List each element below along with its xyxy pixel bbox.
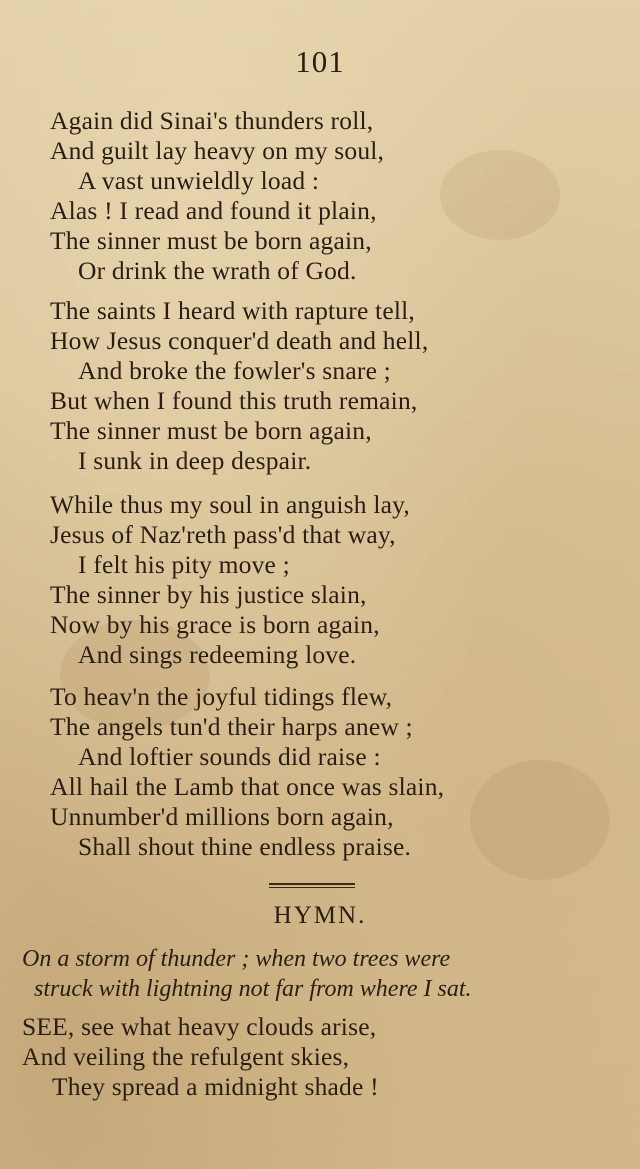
stanza-2: [50, 296, 428, 476]
verse-line: Shall shout thine endless praise.: [78, 832, 412, 861]
stanza-1: [50, 106, 384, 286]
stanza-3: [50, 490, 410, 670]
verse-line: All hail the Lamb that once was slain,: [50, 772, 445, 801]
verse-line: Again did Sinai's thunders roll,: [50, 106, 374, 135]
verse-line: While thus my soul in anguish lay,: [50, 490, 410, 519]
verse-line: Alas ! I read and found it plain,: [50, 196, 377, 225]
verse-line: Now by his grace is born again,: [50, 610, 380, 639]
verse-line: The sinner by his justice slain,: [50, 580, 367, 609]
section-divider: [269, 883, 355, 888]
verse-line: To heav'n the joyful tidings flew,: [50, 682, 393, 711]
paper-stain: [440, 150, 560, 240]
verse-line: And broke the fowler's snare ;: [78, 356, 391, 385]
verse-line: And loftier sounds did raise :: [78, 742, 381, 771]
hymn-title: HYMN.: [273, 902, 367, 929]
verse-line: But when I found this truth remain,: [50, 386, 418, 415]
verse-line: A vast unwieldly load :: [78, 166, 320, 195]
hymn-subtitle-line: On a storm of thunder ; when two trees were: [22, 946, 451, 972]
verse-line: I felt his pity move ;: [78, 550, 290, 579]
verse-line: SEE, see what heavy clouds arise,: [22, 1012, 377, 1041]
verse-line: And sings redeeming love.: [78, 640, 357, 669]
verse-line: I sunk in deep despair.: [78, 446, 312, 475]
verse-line: Or drink the wrath of God.: [78, 256, 357, 285]
paper-stain: [470, 760, 610, 880]
verse-line: How Jesus conquer'd death and hell,: [50, 326, 429, 355]
verse-line: The sinner must be born again,: [50, 226, 372, 255]
verse-line: The sinner must be born again,: [50, 416, 372, 445]
verse-line: Jesus of Naz'reth pass'd that way,: [50, 520, 396, 549]
verse-line: Unnumber'd millions born again,: [50, 802, 394, 831]
verse-line: They spread a midnight shade !: [52, 1072, 379, 1101]
page-number: 101: [295, 44, 345, 79]
verse-line: And veiling the refulgent skies,: [22, 1042, 350, 1071]
verse-line: The angels tun'd their harps anew ;: [50, 712, 413, 741]
hymn-subtitle-line: struck with lightning not far from where I sat.: [34, 976, 472, 1002]
hymn-stanza: [22, 1012, 379, 1102]
verse-line: And guilt lay heavy on my soul,: [50, 136, 385, 165]
stanza-4: [50, 682, 444, 862]
verse-line: The saints I heard with rapture tell,: [50, 296, 415, 325]
